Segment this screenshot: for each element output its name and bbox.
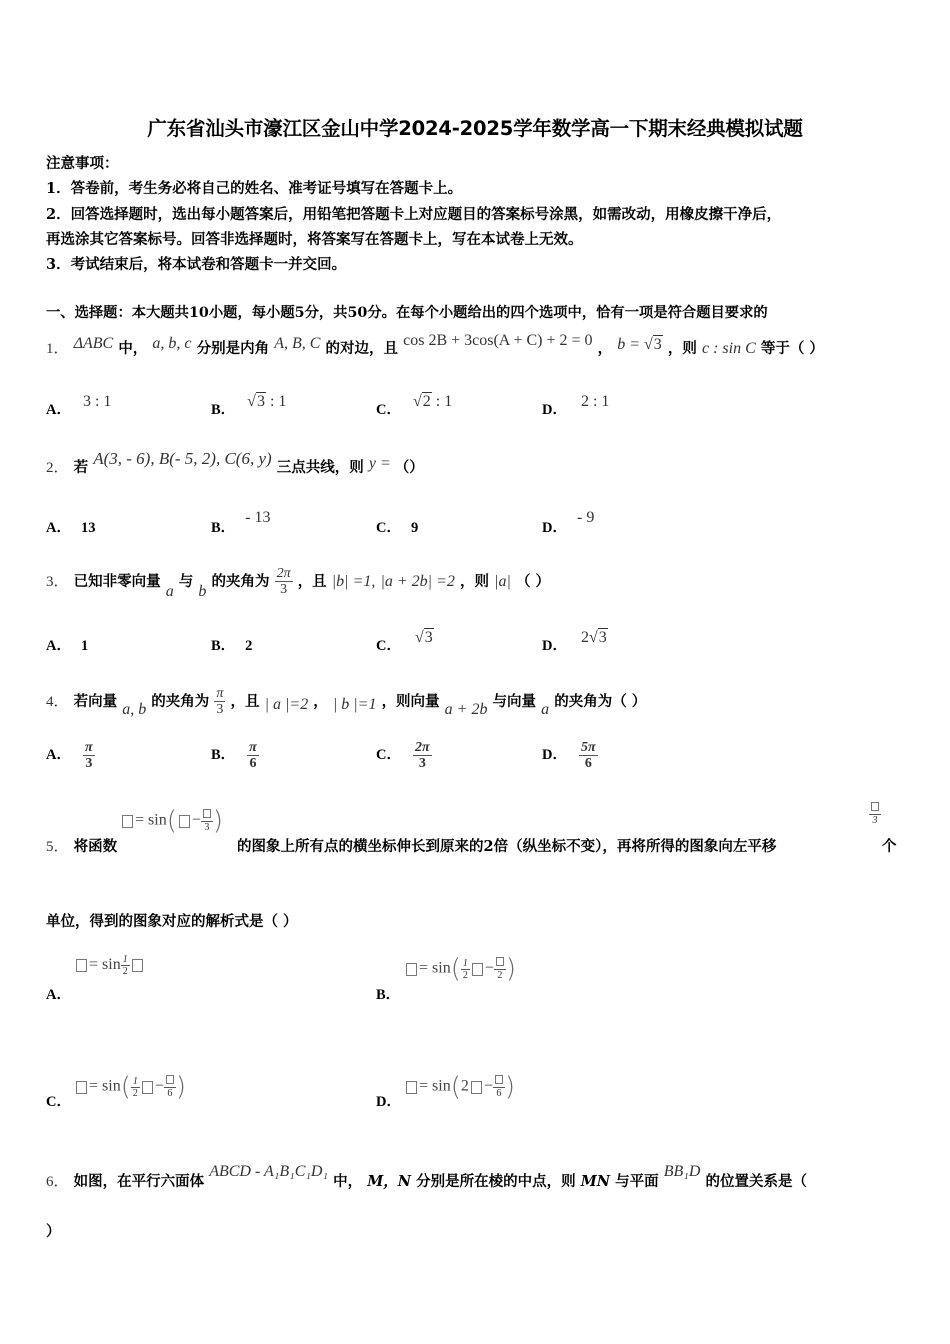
question-text: 分别是所在棱的中点，则 [416, 1173, 576, 1190]
math-segment-mn: MN [580, 1173, 611, 1190]
question-text: ，则 [459, 573, 489, 590]
question-text: 中， [333, 1173, 363, 1190]
question-text: 的夹角为 [211, 573, 270, 590]
q1-option-a[interactable]: A． 3 : 1 [46, 393, 112, 418]
page-title: 广东省汕头市濠江区金山中学2024-2025学年数学高一下期末经典模拟试题 [147, 117, 803, 140]
question-text: 与平面 [615, 1173, 659, 1190]
q5-option-d[interactable]: D． [376, 1094, 401, 1110]
math-condition-1: |b| =1, [331, 573, 376, 590]
math-triangle: ΔABC [73, 335, 114, 352]
notice-item-2-line-2: 再选涂其它答案标号。回答非选择题时，将答案写在答题卡上，写在本试卷上无效。 [46, 231, 583, 248]
q3-option-b[interactable]: B． 2 [211, 638, 253, 654]
math-vector-a: a [541, 701, 550, 718]
math-vector-a: a [165, 583, 174, 600]
question-number: 4． [46, 694, 69, 710]
question-text: ，且 [297, 573, 327, 590]
question-text: 将函数 [73, 838, 118, 855]
question-5-line-2: 单位，得到的图象对应的解析式是（ ） [46, 913, 298, 930]
math-angle-fraction: $\frac{\pi}{3}$ [216, 686, 224, 717]
math-sides: a, b, c [152, 335, 192, 352]
math-ratio: c : sin C [701, 340, 756, 357]
question-number: 1． [46, 341, 69, 357]
q5-option-c-expr: = sin( $\frac{1}{2}$ − 6 ) [74, 1072, 186, 1102]
math-condition-2: |a + 2b| =2 [380, 573, 455, 590]
question-text: ， [597, 340, 613, 357]
q5-option-c[interactable]: C． [46, 1094, 71, 1110]
notice-heading: 注意事项： [46, 155, 119, 172]
question-text: 若 [73, 459, 89, 476]
question-2 [46, 449, 424, 477]
question-text: 与 [178, 573, 194, 590]
section-heading: 一、选择题：本大题共10小题，每小题5分，共50分。在每个小题给出的四个选项中，恰有一项是符合题目要求的 [46, 305, 768, 321]
notice-item-1: 1．答卷前，考生务必将自己的姓名、准考证号填写在答题卡上。 [46, 180, 463, 197]
q5-option-a-expr: = sin $\frac{1}{2}$ [74, 954, 145, 977]
question-number: 5． [46, 839, 69, 855]
question-text: ， [313, 693, 328, 710]
question-text: 等于（ ） [760, 340, 824, 357]
q1-option-d[interactable]: D． 2 : 1 [542, 393, 610, 418]
question-text: 的夹角为 [151, 693, 210, 710]
math-points: A(3, - 6), B(- 5, 2), C(6, y) [93, 449, 272, 468]
question-text: 与向量 [492, 693, 537, 710]
question-text: 的位置关系是（ [705, 1173, 807, 1190]
q5-option-b[interactable]: B． [376, 987, 401, 1003]
question-text: ，且 [230, 693, 260, 710]
q5-option-d-expr: = sin(2 − 6 ) [404, 1072, 515, 1102]
math-b-value: b = √3 [617, 336, 662, 353]
question-text: 中， [118, 340, 148, 357]
q3-option-d[interactable]: D． 2√3 [542, 629, 607, 654]
question-5 [46, 835, 117, 856]
question-text: 个 [882, 838, 897, 855]
question-1 [46, 332, 824, 358]
q4-option-a[interactable]: A． $\frac{\pi}{3}$ [46, 740, 93, 771]
math-angle-fraction: $\frac{2\pi}{3}$ [276, 566, 291, 597]
math-angles: A, B, C [274, 335, 321, 352]
math-abs-a: |a| [494, 573, 511, 590]
question-text: ，则向量 [381, 693, 440, 710]
question-text: 的对边，且 [325, 340, 399, 357]
q4-option-b[interactable]: B． $\frac{\pi}{6}$ [211, 740, 257, 771]
question-text: （ ） [515, 573, 550, 590]
q1-option-b[interactable]: B． √3 : 1 [211, 393, 287, 418]
q3-option-c[interactable]: C． √3 [376, 629, 433, 654]
math-sum-vector: a + 2b [444, 701, 488, 718]
question-number: 3． [46, 574, 69, 590]
math-plane: BB₁D [663, 1163, 701, 1180]
math-vector-b: b [198, 583, 207, 600]
question-3 [46, 566, 550, 600]
question-number: 2． [46, 460, 69, 476]
q2-option-c[interactable]: C． 9 [376, 520, 419, 536]
question-text: 若向量 [73, 693, 118, 710]
q5-shift-fraction: 3 [869, 802, 881, 826]
question-text: 如图，在平行六面体 [73, 1173, 205, 1190]
q5-option-b-expr: = sin( $\frac{1}{2}$ − 2 ) [404, 954, 516, 984]
q4-option-c[interactable]: C． $\frac{2\pi}{3}$ [376, 740, 430, 771]
math-vectors-ab: a, b [122, 701, 147, 718]
q4-option-d[interactable]: D． $\frac{5\pi}{6}$ [542, 740, 596, 771]
question-4 [46, 686, 646, 717]
q5-option-a[interactable]: A． [46, 987, 71, 1003]
question-text: 的图象上所有点的横坐标伸长到原来的2倍（纵坐标不变），再将所得的图象向左平移 [237, 838, 777, 855]
q2-option-b[interactable]: B．- 13 [211, 509, 271, 536]
question-6-line-2: ） [46, 1223, 61, 1240]
notice-item-2-line-1: 2．回答选择题时，选出每小题答案后，用铅笔把答题卡上对应题目的答案标号涂黑，如需改动，用橡皮擦干净后， [46, 206, 782, 223]
q3-option-a[interactable]: A． 1 [46, 638, 89, 654]
math-length-a: | a |=2 [264, 696, 309, 713]
question-number: 6． [46, 1174, 69, 1190]
question-text: 分别是内角 [196, 340, 270, 357]
question-text: 已知非零向量 [73, 573, 161, 590]
question-6 [46, 1163, 807, 1191]
math-parallelepiped: ABCD - A₁B₁C₁D₁ [209, 1163, 329, 1180]
question-text: （） [394, 459, 424, 476]
q2-option-d[interactable]: D．- 9 [542, 509, 595, 536]
question-text: 三点共线，则 [276, 459, 364, 476]
q1-option-c[interactable]: C． √2 : 1 [376, 393, 453, 418]
math-points-mn: M，N [367, 1173, 412, 1190]
math-equation: cos 2B + 3cos(A + C) + 2 = 0 [403, 332, 593, 349]
math-length-b: | b |=1 [332, 696, 377, 713]
q5-function-image: = sin( − 3 ) [120, 806, 223, 836]
question-text: ，则 [667, 340, 697, 357]
question-text: 的夹角为（ ） [554, 693, 647, 710]
q2-option-a[interactable]: A． 13 [46, 520, 96, 536]
notice-item-3: 3．考试结束后，将本试卷和答题卡一并交回。 [46, 256, 347, 273]
math-y: y = [368, 455, 395, 472]
